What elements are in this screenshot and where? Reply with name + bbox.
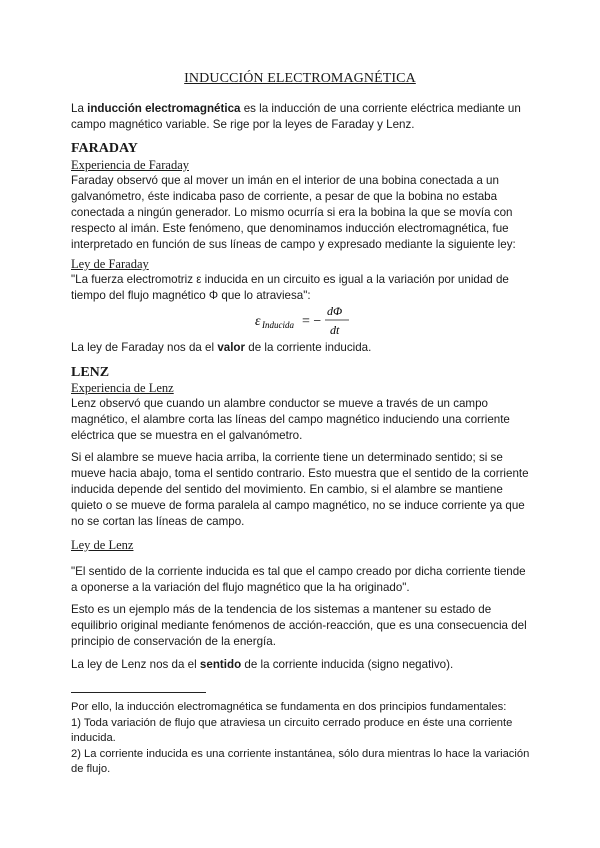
faraday-law-heading: Ley de Faraday xyxy=(71,257,149,271)
lenz-law-heading: Ley de Lenz xyxy=(71,538,134,552)
lenz-equilibrium-text: Esto es un ejemplo más de la tendencia de los sistemas a mantener su estado de equilibrio original mediante fenómenos de acción-reacción, que es una consecuencia del principio de conservación de la energía. xyxy=(71,603,527,648)
intro-suffix: es la inducción de una corriente eléctrica mediante un campo magnético variable. Se rige por la leyes de Faraday y Lenz. xyxy=(71,102,521,131)
lenz-heading: LENZ xyxy=(71,365,110,380)
formula-subscript: Inducida xyxy=(262,320,294,330)
lenz-direction-text: Si el alambre se mueve hacia arriba, la corriente tiene un determinado sentido; si se mueve hacia abajo, toma el sentido contrario. Esto muestra que el sentido de la corriente inducida depende del sentido del movimiento. En cambio, si el alambre se mantiene quieto o se mueve de forma paralela al campo magnético, no se induce corriente ya que no se cortan las líneas de campo. xyxy=(71,451,529,528)
page-title: INDUCCIÓN ELECTROMAGNÉTICA xyxy=(184,71,416,86)
formula-numerator: dΦ xyxy=(327,304,343,318)
faraday-conclusion xyxy=(71,340,531,356)
lenz-conclusion xyxy=(71,657,531,673)
faraday-conclusion-bold: valor xyxy=(217,341,246,354)
faraday-formula xyxy=(255,303,365,337)
footnote-line-1: Por ello, la inducción electromagnética se fundamenta en dos principios fundamentales: xyxy=(71,701,507,713)
footnote-block xyxy=(71,700,531,778)
lenz-conclusion-suffix: de la corriente inducida (signo negativo). xyxy=(241,658,454,671)
faraday-experiment-text: Faraday observó que al mover un imán en el interior de una bobina conectada a un galvanómetro, éste indicaba paso de corriente, a pesar de que la bobina no estaba conectada a ningún generador. Lo mismo ocurría si era la bobina la que se movía con respecto al imán. Este fenómeno, que denominamos inducción electromagnética, fue interpretado en función de sus líneas de campo y expresado mediante la siguiente ley: xyxy=(71,174,516,251)
formula-denominator: dt xyxy=(330,323,340,337)
intro-bold-term: inducción electromagnética xyxy=(87,102,241,115)
intro-paragraph xyxy=(71,101,531,133)
faraday-heading: FARADAY xyxy=(71,141,138,156)
lenz-experiment-text: Lenz observó que cuando un alambre conductor se mueve a través de un campo magnético, el alambre corta las líneas del campo magnético induciendo una corriente eléctrica que se muestra en el galvanómetro. xyxy=(71,397,510,442)
lenz-conclusion-prefix: La ley de Lenz nos da el xyxy=(71,658,200,671)
formula-emf-symbol: ε xyxy=(255,314,261,329)
footnote-divider xyxy=(71,692,206,693)
faraday-conclusion-suffix: de la corriente inducida. xyxy=(245,341,372,354)
faraday-law-text: "La fuerza electromotriz ε inducida en un circuito es igual a la variación por unidad de tiempo del flujo magnético Φ que lo atraviesa": xyxy=(71,273,509,302)
lenz-law-text: "El sentido de la corriente inducida es tal que el campo creado por dicha corriente tiende a oponerse a la variación del flujo magnético que la ha originado". xyxy=(71,565,526,594)
faraday-experiment-heading: Experiencia de Faraday xyxy=(71,158,189,172)
formula-equals-minus: = − xyxy=(302,314,322,329)
footnote-line-2: 1) Toda variación de flujo que atraviesa un circuito cerrado produce en éste una corriente inducida. xyxy=(71,716,513,744)
lenz-experiment-heading: Experiencia de Lenz xyxy=(71,381,174,395)
lenz-conclusion-bold: sentido xyxy=(199,658,242,671)
footnote-line-3: 2) La corriente inducida es una corriente instantánea, sólo dura mientras lo hace la variación de flujo. xyxy=(71,747,530,775)
intro-prefix: La xyxy=(71,102,88,115)
faraday-conclusion-prefix: La ley de Faraday nos da el xyxy=(71,341,218,354)
